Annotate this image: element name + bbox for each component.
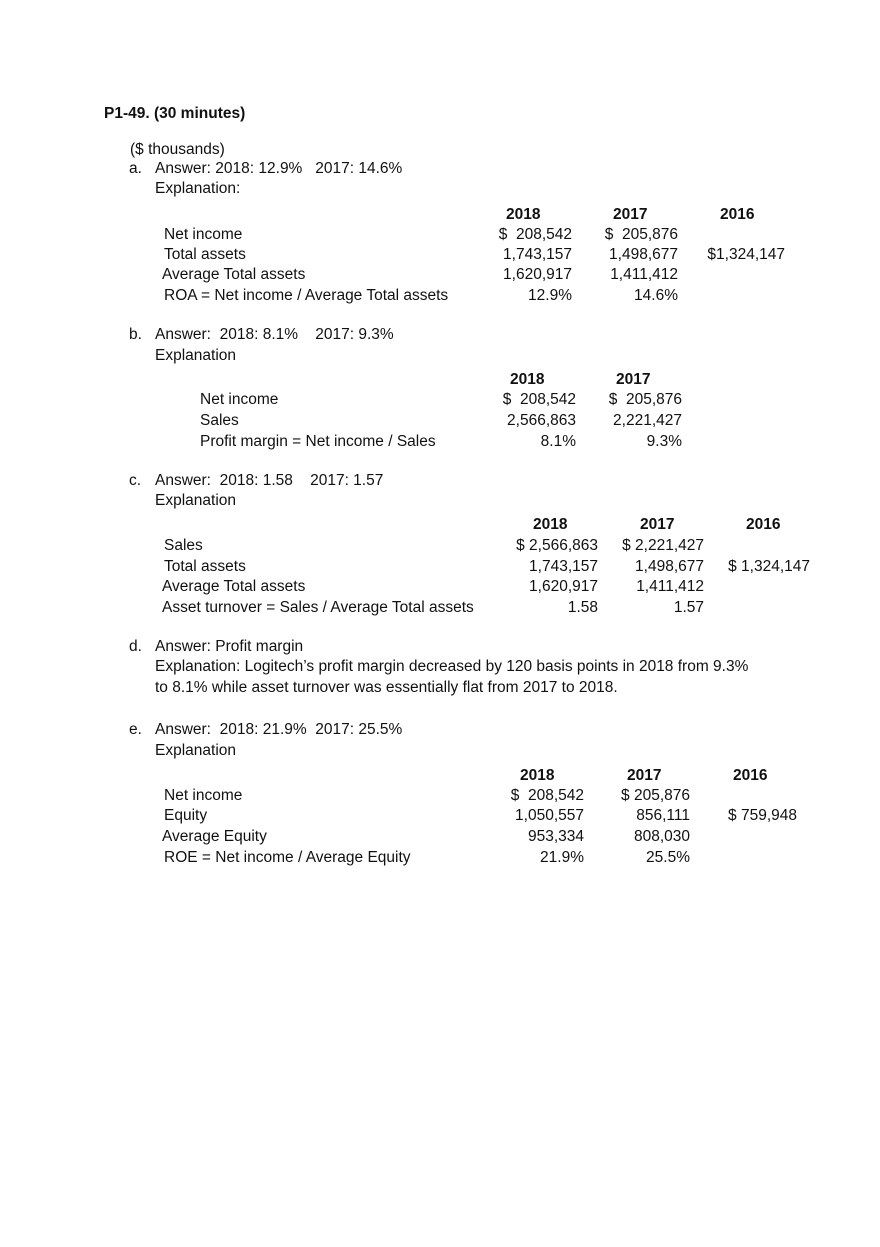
row-label: Equity bbox=[164, 807, 208, 824]
year-header: 2016 bbox=[746, 516, 781, 533]
row-value: 1,620,917 bbox=[503, 266, 572, 283]
row-value: $ 208,542 bbox=[510, 787, 584, 804]
year-header: 2018 bbox=[510, 371, 545, 388]
row-value: $ 205,876 bbox=[621, 787, 690, 804]
part-d-answer: Answer: Profit margin bbox=[155, 638, 304, 655]
row-label: Total assets bbox=[164, 246, 246, 263]
row-label: Net income bbox=[164, 226, 243, 243]
row-value: 1.58 bbox=[567, 599, 598, 616]
row-value: 14.6% bbox=[634, 287, 678, 304]
problem-title: P1-49. (30 minutes) bbox=[104, 105, 246, 122]
row-label: Average Total assets bbox=[162, 578, 306, 595]
row-label: Average Total assets bbox=[162, 266, 306, 283]
row-value: 1.57 bbox=[673, 599, 704, 616]
row-value: 808,030 bbox=[633, 828, 690, 845]
year-header: 2017 bbox=[613, 206, 648, 223]
part-e-explanation: Explanation bbox=[155, 742, 237, 759]
row-value: 9.3% bbox=[646, 433, 682, 450]
row-value: 12.9% bbox=[528, 287, 572, 304]
row-value: 1,498,677 bbox=[635, 558, 704, 575]
part-a-answer: Answer: 2018: 12.9% 2017: 14.6% bbox=[155, 160, 403, 177]
part-d-letter: d. bbox=[129, 638, 142, 655]
row-label: Total assets bbox=[164, 558, 246, 575]
year-header: 2018 bbox=[533, 516, 568, 533]
part-e-answer: Answer: 2018: 21.9% 2017: 25.5% bbox=[155, 721, 403, 738]
part-a-explanation: Explanation: bbox=[155, 180, 241, 197]
year-header: 2018 bbox=[506, 206, 541, 223]
part-b-explanation: Explanation bbox=[155, 347, 237, 364]
row-label: Profit margin = Net income / Sales bbox=[200, 433, 436, 450]
row-value: $ 759,948 bbox=[728, 807, 797, 824]
row-value: $ 2,221,427 bbox=[622, 537, 704, 554]
year-header: 2017 bbox=[640, 516, 675, 533]
row-value: 25.5% bbox=[646, 849, 690, 866]
row-label: ROA = Net income / Average Total assets bbox=[164, 287, 449, 304]
row-value: 953,334 bbox=[527, 828, 584, 845]
row-value: 1,743,157 bbox=[503, 246, 572, 263]
row-label: Net income bbox=[200, 391, 279, 408]
row-value: $ 205,876 bbox=[608, 391, 682, 408]
row-value: 1,498,677 bbox=[609, 246, 678, 263]
part-d-explanation-line1: Explanation: Logitech’s profit margin decreased by 120 basis points in 2018 from 9.3% bbox=[155, 658, 749, 675]
row-value: 1,743,157 bbox=[529, 558, 598, 575]
part-e-letter: e. bbox=[129, 721, 142, 738]
row-label: Sales bbox=[200, 412, 239, 429]
part-d-explanation-line2: to 8.1% while asset turnover was essentially flat from 2017 to 2018. bbox=[155, 679, 618, 696]
row-value: $ 2,566,863 bbox=[516, 537, 598, 554]
part-b-letter: b. bbox=[129, 326, 142, 343]
year-header: 2016 bbox=[733, 767, 768, 784]
year-header: 2016 bbox=[720, 206, 755, 223]
row-value: 2,566,863 bbox=[507, 412, 576, 429]
row-value: 2,221,427 bbox=[613, 412, 682, 429]
row-value: $ 208,542 bbox=[502, 391, 576, 408]
row-value: 1,050,557 bbox=[515, 807, 584, 824]
part-a-letter: a. bbox=[129, 160, 142, 177]
row-value: 8.1% bbox=[540, 433, 576, 450]
row-value: $ 1,324,147 bbox=[728, 558, 810, 575]
part-c-explanation: Explanation bbox=[155, 492, 237, 509]
year-header: 2017 bbox=[627, 767, 662, 784]
units-note: ($ thousands) bbox=[130, 141, 225, 158]
row-label: ROE = Net income / Average Equity bbox=[164, 849, 411, 866]
year-header: 2018 bbox=[520, 767, 555, 784]
row-value: $ 205,876 bbox=[604, 226, 678, 243]
row-label: Net income bbox=[164, 787, 243, 804]
row-value: 1,411,412 bbox=[636, 578, 704, 595]
row-value: 1,620,917 bbox=[529, 578, 598, 595]
row-value: 21.9% bbox=[540, 849, 584, 866]
row-value: $1,324,147 bbox=[707, 246, 785, 263]
row-value: $ 208,542 bbox=[498, 226, 572, 243]
row-label: Average Equity bbox=[162, 828, 267, 845]
part-c-letter: c. bbox=[129, 472, 142, 489]
part-b-answer: Answer: 2018: 8.1% 2017: 9.3% bbox=[155, 326, 394, 343]
part-c-answer: Answer: 2018: 1.58 2017: 1.57 bbox=[155, 472, 384, 489]
row-label: Asset turnover = Sales / Average Total assets bbox=[162, 599, 474, 616]
row-value: 1,411,412 bbox=[610, 266, 678, 283]
row-label: Sales bbox=[164, 537, 203, 554]
year-header: 2017 bbox=[616, 371, 651, 388]
row-value: 856,111 bbox=[636, 807, 690, 824]
